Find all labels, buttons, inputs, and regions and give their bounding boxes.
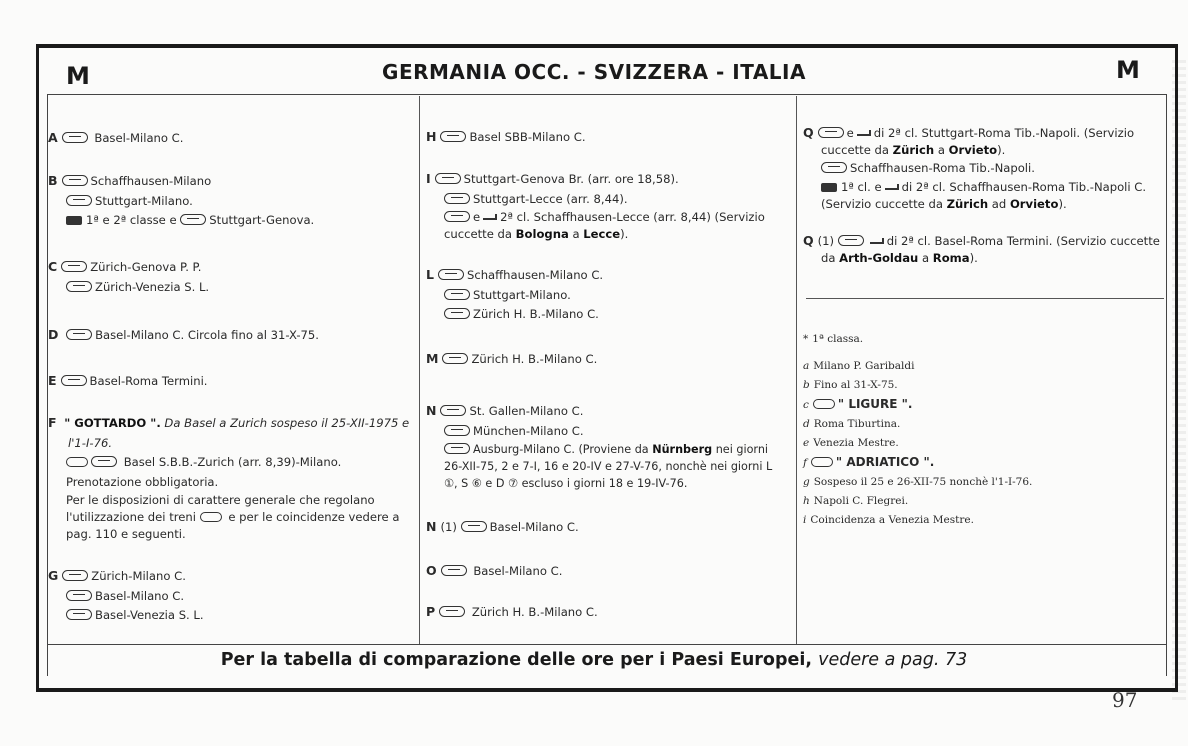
coach-icon <box>438 269 464 280</box>
coach-icon <box>66 195 92 206</box>
note-text: Basel-Milano C. Circola fino al 31-X-75. <box>95 328 319 342</box>
note-D <box>48 325 319 346</box>
footnote-f: f " ADRIATICO ". <box>803 455 935 469</box>
note-letter: H <box>426 129 437 144</box>
note-M <box>426 349 597 370</box>
coach-icon <box>435 173 461 184</box>
note-letter: M <box>426 351 439 366</box>
coach-icon <box>440 131 466 142</box>
note-text: Basel-Venezia S. L. <box>95 608 204 622</box>
footnote-h: h Napoli C. Flegrei. <box>803 495 909 507</box>
note-A <box>48 128 183 149</box>
note-C <box>48 257 388 297</box>
footnote-c: c " LIGURE ". <box>803 397 913 411</box>
sleeper-icon <box>885 184 899 190</box>
note-text: 2ª cl. Schaffhausen-Lecce (arr. 8,44) (Servizio cuccette da <box>444 210 765 241</box>
note-text: Ausburg-Milano C. (Proviene da <box>473 443 649 456</box>
note-text: Zürich H. B.-Milano C. <box>473 307 599 321</box>
note-text: a <box>921 251 930 265</box>
note-text: Basel-Milano C. <box>473 564 563 578</box>
header-left-mark: M <box>66 62 90 90</box>
note-text: di 2ª cl. Basel-Roma Termini. (Servizio cuccette da <box>821 234 1160 265</box>
header-right-mark: M <box>1116 56 1140 84</box>
coach-icon <box>444 308 470 319</box>
coach-icon <box>62 132 88 143</box>
coach-icon <box>444 425 470 436</box>
coach-icon <box>838 235 864 246</box>
station-name: Arth-Goldau <box>839 251 919 265</box>
note-text: nei giorni 26-XII-75, 2 e 7-I, 16 e 20-IV e 27-V-76, nonchè nei giorni L ①, S ⑥ e D ⑦ escluso i giorni 18 e 19-IV-76. <box>444 443 773 490</box>
note-text: Zürich H. B.-Milano C. <box>471 352 598 366</box>
note-text: Stuttgart-Milano. <box>473 287 571 302</box>
footer-bold-text: Per la tabella di comparazione delle ore per i Paesi Europei, <box>220 650 813 670</box>
coach-icon <box>62 570 88 581</box>
note-text: di 2ª cl. Schaffhausen-Roma Tib.-Napoli C. (Servizio cuccette da <box>821 179 1147 211</box>
coach-icon <box>444 211 470 222</box>
note-letter: L <box>426 267 434 282</box>
note-text: (1) <box>440 520 457 534</box>
note-E <box>48 371 207 392</box>
note-I <box>426 169 786 243</box>
header-rule <box>47 94 1167 95</box>
note-Q <box>803 124 1165 213</box>
note-text: Stuttgart-Milano. <box>95 193 193 208</box>
tee-icon <box>200 512 222 522</box>
note-Q1 <box>803 232 1165 267</box>
restaurant-car-icon <box>821 183 837 192</box>
footnote-e: e Venezia Mestre. <box>803 437 899 449</box>
tee-icon <box>811 457 833 467</box>
note-text: Basel S.B.B.-Zurich (arr. 8,39)-Milano. <box>123 455 342 469</box>
note-text: Zürich H. B.-Milano C. <box>471 605 598 619</box>
notes-divider <box>806 298 1164 299</box>
note-letter: D <box>48 327 59 342</box>
note-text: Basel-Milano C. <box>94 131 184 145</box>
note-B <box>48 171 388 231</box>
note-letter: P <box>426 604 436 619</box>
coach-icon <box>444 193 470 204</box>
footer-italic-text: vedere a pag. 73 <box>818 650 968 670</box>
coach-icon <box>821 162 847 173</box>
note-letter: N <box>426 519 437 534</box>
note-letter: C <box>48 259 58 274</box>
coach-icon <box>439 606 465 617</box>
coach-icon <box>818 127 844 138</box>
note-P <box>426 602 598 623</box>
footnote-d: d Roma Tiburtina. <box>803 418 901 430</box>
footnote-i: i Coincidenza a Venezia Mestre. <box>803 514 974 526</box>
note-text: Zürich-Genova P. P. <box>90 260 202 274</box>
note-F <box>48 413 410 543</box>
note-letter: N <box>426 403 437 418</box>
station-name: Bologna <box>515 227 569 241</box>
note-H <box>426 127 586 148</box>
footnotes <box>803 330 1032 530</box>
inner-right-border <box>1166 94 1167 676</box>
note-letter: A <box>48 130 58 145</box>
coach-icon <box>66 609 92 620</box>
note-text: ). <box>969 251 978 265</box>
station-name: Zürich <box>946 196 989 211</box>
note-text: Basel-Roma Termini. <box>89 374 208 388</box>
footnote-g: g Sospeso il 25 e 26-XII-75 nonchè l'1-I-76. <box>803 476 1033 488</box>
footnote-b: b Fino al 31-X-75. <box>803 379 898 391</box>
note-O <box>426 561 562 582</box>
footer-rule <box>47 644 1167 645</box>
note-text: Zürich-Milano C. <box>91 569 186 583</box>
note-letter: Q <box>803 233 814 248</box>
note-text: Stuttgart-Genova. <box>209 213 315 227</box>
coach-icon <box>440 405 466 416</box>
coach-icon <box>61 261 87 272</box>
coach-icon <box>444 443 470 454</box>
note-text: Basel-Milano C. <box>95 588 185 603</box>
page-title: GERMANIA OCC. - SVIZZERA - ITALIA <box>382 60 806 84</box>
station-name: Zürich <box>892 143 935 157</box>
note-text: Schaffhausen-Milano C. <box>466 268 604 282</box>
restaurant-car-icon <box>66 216 82 225</box>
coach-icon <box>66 281 92 292</box>
note-text: St. Gallen-Milano C. <box>469 404 584 418</box>
station-name: Lecce <box>583 227 621 241</box>
note-N <box>426 401 788 492</box>
note-text: e <box>846 126 854 140</box>
note-text: a <box>937 143 945 157</box>
note-letter: E <box>48 373 57 388</box>
footer-note <box>0 650 1188 670</box>
note-G <box>48 566 388 626</box>
note-text: Schaffhausen-Roma Tib.-Napoli. <box>850 161 1035 175</box>
note-letter: I <box>426 171 431 186</box>
note-text: Stuttgart-Genova Br. (arr. ore 18,58). <box>463 172 679 186</box>
station-name: Nürnberg <box>652 443 713 456</box>
station-name: Roma <box>932 251 970 265</box>
note-text: Basel-Milano C. <box>489 520 579 534</box>
note-text: München-Milano C. <box>473 423 584 438</box>
coach-icon <box>66 590 92 601</box>
station-name: Orvieto <box>948 143 998 157</box>
station-name: Orvieto <box>1009 196 1059 211</box>
footnote-a: a Milano P. Garibaldi <box>803 360 915 372</box>
footnote-star: * 1ª classa. <box>803 333 864 345</box>
note-text: Da Basel a Zurich sospeso il 25-XII-1975 e l'1-I-76. <box>68 416 410 450</box>
note-letter: Q <box>803 125 814 140</box>
coach-icon <box>444 289 470 300</box>
note-letter: O <box>426 563 437 578</box>
note-N1 <box>426 517 579 538</box>
note-L <box>426 265 766 325</box>
note-text: Basel SBB-Milano C. <box>469 130 586 144</box>
note-letter: F <box>48 415 57 430</box>
note-text: ). <box>1058 196 1067 211</box>
note-text: di 2ª cl. Stuttgart-Roma Tib.-Napoli. (Servizio cuccette da <box>821 126 1135 157</box>
sleeper-icon <box>483 214 497 220</box>
note-text: 1ª e 2ª classe e <box>86 213 177 227</box>
sleeper-icon <box>857 130 871 136</box>
note-text: Schaffhausen-Milano <box>90 174 212 188</box>
note-text: a <box>572 227 580 241</box>
note-text: Stuttgart-Lecce (arr. 8,44). <box>473 191 628 206</box>
coach-icon <box>61 375 87 386</box>
note-text: ). <box>620 227 629 241</box>
coach-icon <box>91 456 117 467</box>
coach-icon <box>180 214 206 225</box>
column-divider-1 <box>419 96 420 644</box>
column-divider-2 <box>796 96 797 644</box>
tee-icon <box>813 399 835 409</box>
coach-icon <box>461 521 487 532</box>
sleeper-icon <box>870 238 884 244</box>
note-text: Prenotazione obbligatoria. <box>66 474 219 489</box>
note-letter: G <box>48 568 59 583</box>
coach-icon <box>442 353 468 364</box>
coach-icon <box>66 329 92 340</box>
note-text: e per le coincidenze vedere a pag. 110 e seguenti. <box>66 510 400 541</box>
coach-icon <box>441 565 467 576</box>
note-text: 1ª cl. e <box>841 179 882 194</box>
note-text: ). <box>997 143 1006 157</box>
coach-icon <box>62 175 88 186</box>
note-text: Per le disposizioni di carattere generale che regolano l'utilizzazione dei treni <box>66 493 375 524</box>
note-text: e <box>473 210 481 224</box>
note-text: ad <box>991 196 1007 211</box>
note-text: Zürich-Venezia S. L. <box>95 279 210 294</box>
page-number: 97 <box>1112 688 1138 712</box>
note-letter: B <box>48 173 58 188</box>
tee-icon <box>66 457 88 467</box>
note-text: (1) <box>817 234 835 248</box>
train-name: " GOTTARDO ". <box>64 416 161 430</box>
